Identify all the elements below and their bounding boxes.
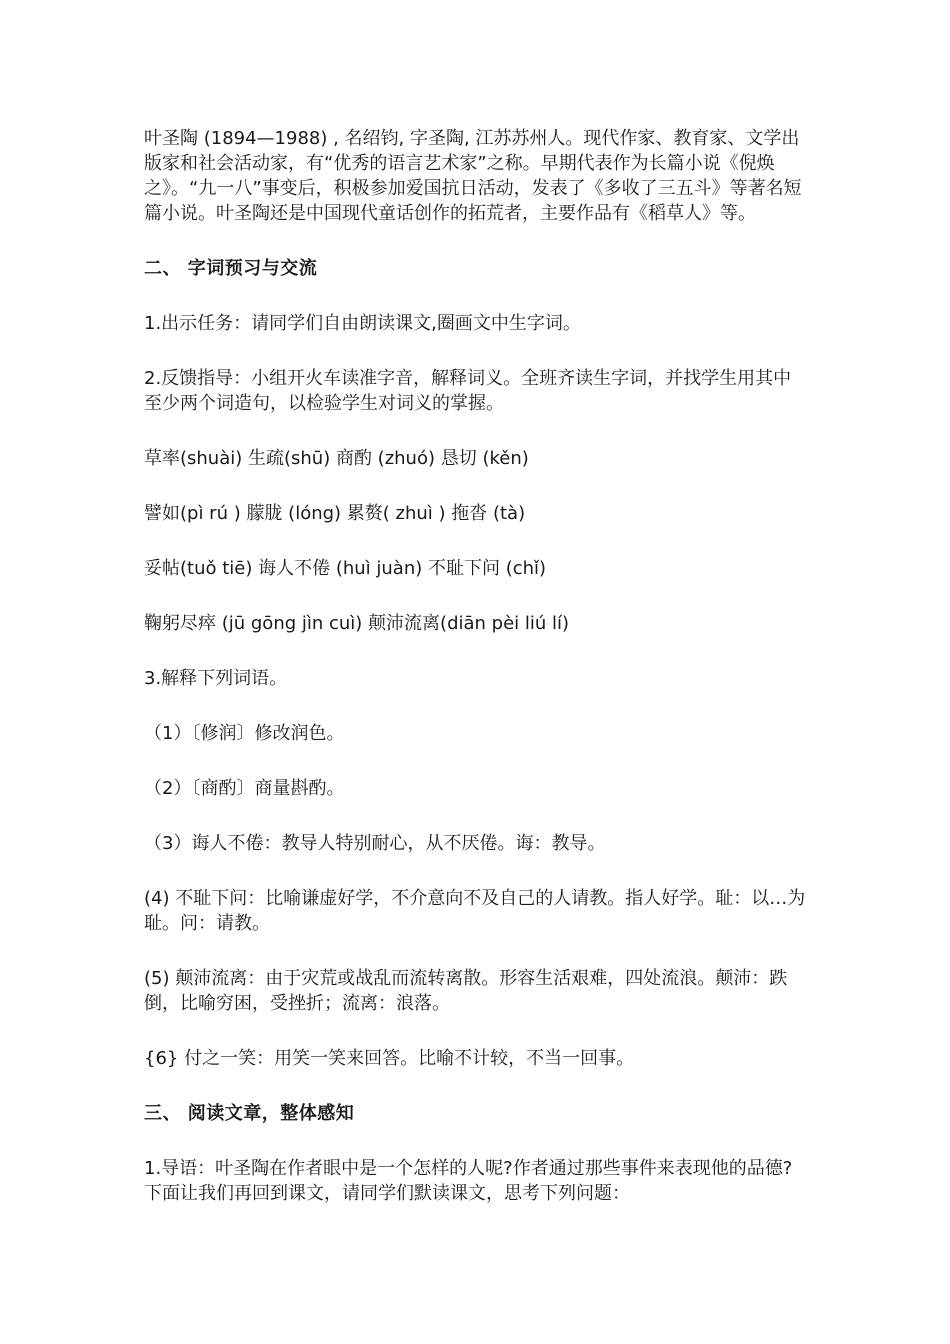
definition-5: (5) 颠沛流离：由于灾荒或战乱而流转离散。形容生活艰难，四处流浪。颠沛：跌倒，比喻穷困，受挫折；流离：浪落。	[144, 968, 788, 1014]
pinyin-line-4: 鞠躬尽瘁 (jū gōng jìn cuì) 颠沛流离(diān pèi liú lí)	[144, 613, 570, 634]
definition-3: （3）诲人不倦：教导人特别耐心，从不厌倦。诲：教导。	[144, 833, 606, 854]
pinyin-line-3: 妥帖(tuǒ tiē) 诲人不倦 (huì juàn) 不耻下问 (chǐ)	[144, 558, 547, 579]
section-3-lead-paragraph: 1.导语：叶圣陶在作者眼中是一个怎样的人呢?作者通过那些事件来表现他的品德?下面让我们再回到课文，请同学们默读课文，思考下列问题：	[144, 1158, 793, 1204]
definition-1: （1）〔修润〕修改润色。	[144, 723, 345, 744]
author-intro-paragraph: 叶圣陶 (1894—1988) , 名绍钧, 字圣陶, 江苏苏州人。现代作家、教育家、文学出版家和社会活动家，有“优秀的语言艺术家”之称。早期代表作为长篇小说《倪焕之》。“九一八”事变后，积极参加爱国抗日活动，发表了《多收了三五斗》等著名短篇小说。叶圣陶还是中国现代童话创作的拓荒者，主要作品有《稻草人》等。	[144, 128, 802, 224]
task-paragraph: 1.出示任务：请同学们自由朗读课文,圈画文中生字词。	[144, 313, 581, 334]
explain-heading: 3.解释下列词语。	[144, 668, 288, 689]
section-2-heading: 二、 字词预习与交流	[144, 258, 318, 279]
pinyin-line-2: 譬如(pì rú ) 朦胧 (lóng) 累赘( zhuì ) 拖沓 (tà)	[144, 503, 526, 524]
definition-2: （2）〔商酌〕商量斟酌。	[144, 778, 345, 799]
definition-6: {6} 付之一笑：用笑一笑来回答。比喻不计较，不当一回事。	[144, 1048, 635, 1069]
definition-4: (4) 不耻下问：比喻谦虚好学，不介意向不及自己的人请教。指人好学。耻：以…为耻。问：请教。	[144, 888, 806, 934]
pinyin-line-1: 草率(shuài) 生疏(shū) 商酌 (zhuó) 恳切 (kěn)	[144, 448, 529, 469]
section-3-heading: 三、 阅读文章，整体感知	[144, 1103, 355, 1124]
feedback-paragraph: 2.反馈指导：小组开火车读准字音，解释词义。全班齐读生字词，并找学生用其中至少两个词造句，以检验学生对词义的掌握。	[144, 368, 792, 414]
